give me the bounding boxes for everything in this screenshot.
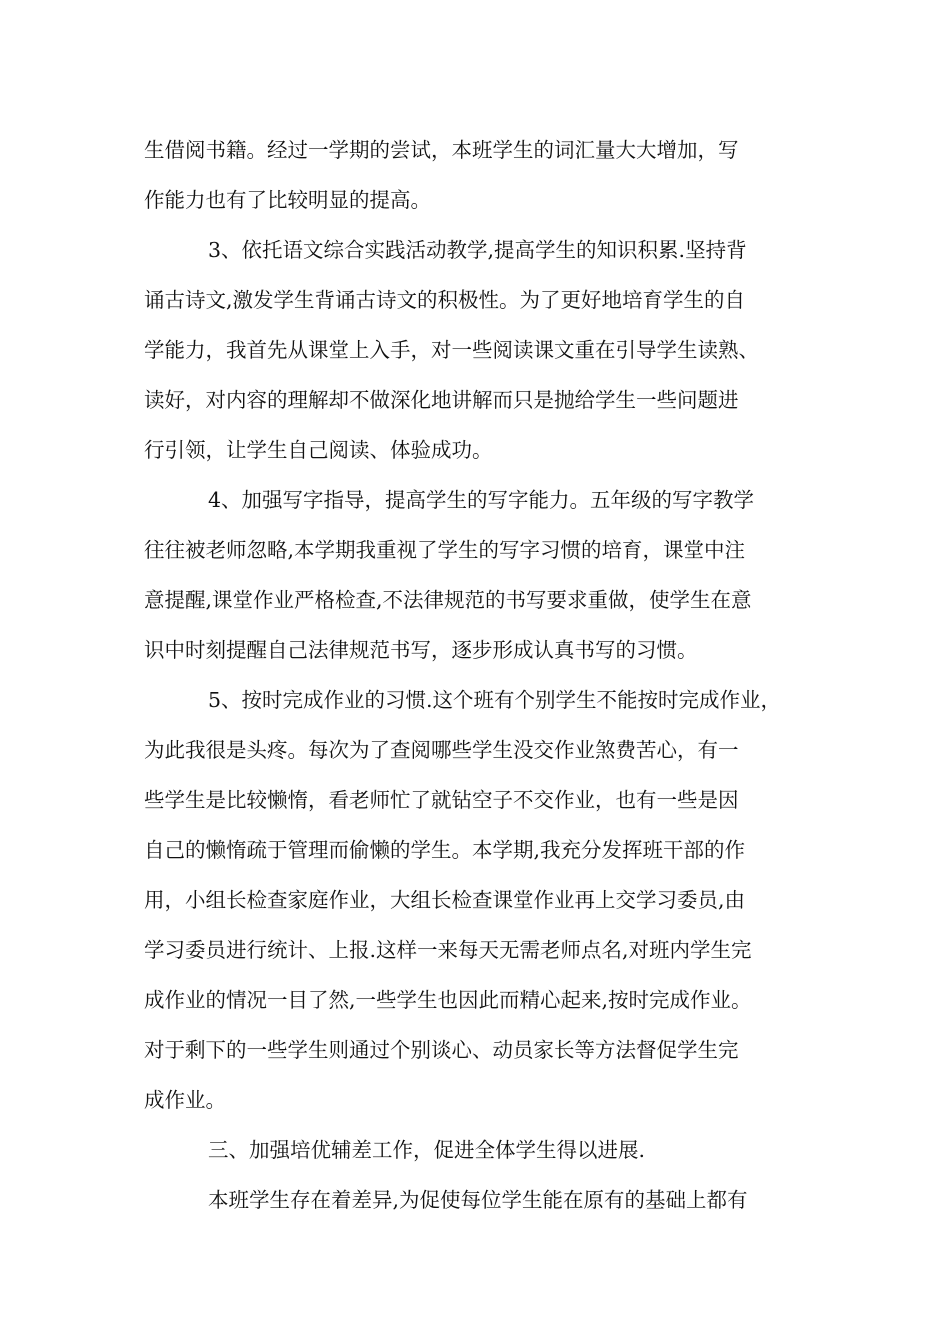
text-line: 读好，对内容的理解却不做深化地讲解而只是抛给学生一些问题进 — [144, 388, 739, 412]
text-line: 行引领，让学生自己阅读、体验成功。 — [144, 438, 493, 462]
text-line: 作能力也有了比较明显的提高。 — [144, 188, 431, 212]
text-line: 3、依托语文综合实践活动教学,提高学生的知识积累.坚持背 — [208, 238, 747, 262]
text-line: 成作业。 — [144, 1088, 226, 1112]
text-line: 往往被老师忽略,本学期我重视了学生的写字习惯的培育，课堂中注 — [144, 538, 746, 562]
text-line: 对于剩下的一些学生则通过个别谈心、动员家长等方法督促学生完 — [144, 1038, 739, 1062]
text-line: 些学生是比较懒惰，看老师忙了就钻空子不交作业，也有一些是因 — [144, 788, 739, 812]
text-line: 学能力，我首先从课堂上入手，对一些阅读课文重在引导学生读熟、 — [144, 338, 759, 362]
text-line: 成作业的情况一目了然,一些学生也因此而精心起来,按时完成作业。 — [144, 988, 752, 1012]
text-line: 为此我很是头疼。每次为了查阅哪些学生没交作业煞费苦心，有一 — [144, 738, 739, 762]
text-line: 用，小组长检查家庭作业，大组长检查课堂作业再上交学习委员,由 — [144, 888, 746, 912]
text-line: 本班学生存在着差异,为促使每位学生能在原有的基础上都有 — [208, 1188, 748, 1212]
section-heading: 三、加强培优辅差工作，促进全体学生得以进展. — [208, 1138, 646, 1162]
text-line: 生借阅书籍。经过一学期的尝试，本班学生的词汇量大大增加，写 — [144, 138, 739, 162]
text-line: 诵古诗文,激发学生背诵古诗文的积极性。为了更好地培育学生的自 — [144, 288, 746, 312]
text-line: 识中时刻提醒自己法律规范书写，逐步形成认真书写的习惯。 — [144, 638, 698, 662]
text-line: 意提醒,课堂作业严格检查,不法律规范的书写要求重做，使学生在意 — [144, 588, 752, 612]
text-line: 学习委员进行统计、上报.这样一来每天无需老师点名,对班内学生完 — [144, 938, 752, 962]
text-line: 5、按时完成作业的习惯.这个班有个别学生不能按时完成作业， — [208, 688, 782, 712]
text-line: 4、加强写字指导，提高学生的写字能力。五年级的写字教学 — [208, 488, 755, 512]
text-line: 自己的懒惰疏于管理而偷懒的学生。本学期,我充分发挥班干部的作 — [144, 838, 746, 862]
